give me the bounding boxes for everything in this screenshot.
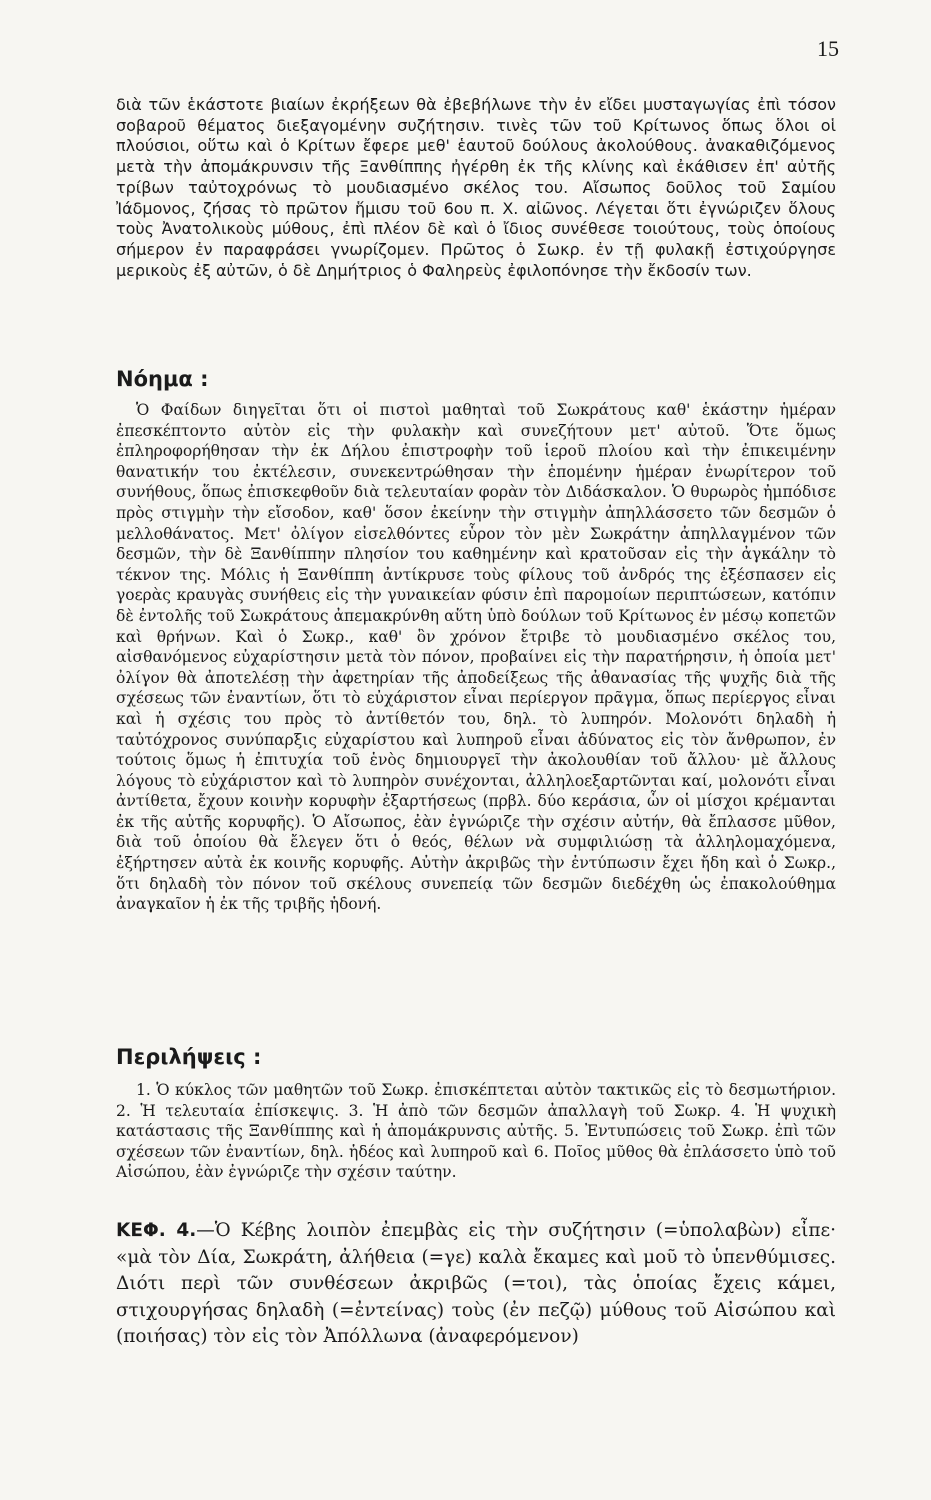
section-heading-noima: Νόημα :	[116, 367, 209, 391]
section-heading-periliypseis: Περιλήψεις :	[116, 1045, 262, 1069]
periliypseis-paragraph: 1. Ὁ κύκλος τῶν μαθητῶν τοῦ Σωκρ. ἐπισκέπτεται αὐτὸν τακτικῶς εἰς τὸ δεσμωτήριον. 2. Ἡ τελευταία ἐπίσκεψις. 3. Ἡ ἀπὸ τῶν δεσμῶν ἀπαλλαγὴ τοῦ Σωκρ. 4. Ἡ ψυχικὴ κατάστασις τῆς Ξανθίππης καὶ ἡ ἀπομάκρυνσις αὐτῆς. 5. Ἐντυπώσεις τοῦ Σωκρ. ἐπὶ τῶν σχέσεων τῶν ἐναντίων, δηλ. ἡδέος καὶ λυπηροῦ καὶ 6. Ποῖος μῦθος θὰ ἐπλάσσετο ὑπὸ τοῦ Αἰσώπου, ἐὰν ἐγνώριζε τὴν σχέσιν ταύτην.	[116, 1081, 836, 1182]
chapter-4-text: —Ὁ Κέβης λοιπὸν ἐπεμβὰς εἰς τὴν συζήτησιν (=ὑπολαβὼν) εἶπε· «μὰ τὸν Δία, Σωκράτη, ἀλήθεια (=γε) καλὰ ἔκαμες καὶ μοῦ τὸ ὑπενθύμισες. Διότι περὶ τῶν συνθέσεων ἀκριβῶς (=τοι), τὰς ὁποίας ἔχεις κάμει, στιχουργήσας δηλαδὴ (=ἐντείνας) τοὺς (ἐν πεζῷ) μύθους τοῦ Αἰσώπου καὶ (ποιήσας) τὸν εἰς τὸν Ἀπόλλωνα (ἀναφερόμενον)	[116, 1220, 836, 1347]
chapter-4-label: ΚΕΦ. 4.	[116, 1220, 197, 1241]
intro-paragraph: διὰ τῶν ἑκάστοτε βιαίων ἐκρήξεων θὰ ἐβεβήλωνε τὴν ἐν εἴδει μυσταγωγίας ἐπὶ τόσον σοβαροῦ θέματος διεξαγομένην συζήτησιν. τινὲς τῶν τοῦ Κρίτωνος ὅπως ὅλοι οἱ πλούσιοι, οὕτω καὶ ὁ Κρίτων ἔφερε μεθ' ἑαυτοῦ δούλους ἀκολούθους. ἀνακαθιζόμενος μετὰ τὴν ἀπομάκρυνσιν τῆς Ξανθίππης ἠγέρθη ἐκ τῆς κλίνης καὶ ἐκάθισεν ἐπ' αὐτῆς τρίβων ταὐτοχρόνως τὸ μουδιασμένο σκέλος του. Αἴσωπος δοῦλος τοῦ Σαμίου Ἰάδμονος, ζήσας τὸ πρῶτον ἥμισυ τοῦ 6ου π. Χ. αἰῶνος. Λέγεται ὅτι ἐγνώριζεν ὅλους τοὺς Ἀνατολικοὺς μύθους, ἐπὶ πλέον δὲ καὶ ὁ ἴδιος συνέθεσε τοιούτους, τοὺς ὁποίους σήμερον ἐν παραφράσει γνωρίζομεν. Πρῶτος ὁ Σωκρ. ἐν τῇ φυλακῇ ἐστιχούργησε μερικοὺς ἐξ αὐτῶν, ὁ δὲ Δημήτριος ὁ Φαληρεὺς ἐφιλοπόνησε τὴν ἔκδοσίν των.	[116, 95, 836, 280]
noima-paragraph: Ὁ Φαίδων διηγεῖται ὅτι οἱ πιστοὶ μαθηταὶ τοῦ Σωκράτους καθ' ἑκάστην ἡμέραν ἐπεσκέπτοντο αὐτὸν εἰς τὴν φυλακὴν καὶ συνεζήτουν μετ' αὐτοῦ. Ὅτε ὅμως ἐπληροφορήθησαν τὴν ἐκ Δήλου ἐπιστροφὴν τοῦ ἱεροῦ πλοίου καὶ τὴν ἐπικειμένην θανατικήν του ἐκτέλεσιν, συνεκεντρώθησαν τὴν ἑπομένην ἡμέραν ἐνωρίτερον τοῦ συνήθους, ὅπως ἐπισκεφθοῦν διὰ τελευταίαν φορὰν τὸν Διδάσκαλον. Ὁ θυρωρὸς ἠμπόδισε πρὸς στιγμὴν τὴν εἴσοδον, καθ' ὅσον ἐκείνην τὴν στιγμὴν ἀπηλλάσσετο τῶν δεσμῶν ὁ μελλοθάνατος. Μετ' ὀλίγον εἰσελθόντες εὗρον τὸν μὲν Σωκράτην ἀπηλλαγμένον τῶν δεσμῶν, τὴν δὲ Ξανθίππην πλησίον του καθημένην καὶ κρατοῦσαν εἰς τὴν ἀγκάλην τὸ τέκνον της. Μόλις ἡ Ξανθίππη ἀντίκρυσε τοὺς φίλους τοῦ ἀνδρός της ἐξέσπασεν εἰς γοερὰς κραυγὰς συνήθεις εἰς τὴν γυναικείαν φύσιν ἐπὶ παρομοίων περιπτώσεων, κατόπιν δὲ ἐντολῆς τοῦ Σωκράτους ἀπεμακρύνθη αὕτη ὑπὸ δούλων τοῦ Κρίτωνος ἐν μέσῳ κοπετῶν καὶ θρήνων. Καὶ ὁ Σωκρ., καθ' ὃν χρόνον ἔτριβε τὸ μουδιασμένο σκέλος του, αἰσθανόμενος εὐχαρίστησιν μετὰ τὸν πόνον, προβαίνει εἰς τὴν παρατήρησιν, ἡ ὁποία μετ' ὀλίγον θὰ ἀποτελέσῃ τὴν ἀφετηρίαν τῆς ἀποδείξεως τῆς ἀθανασίας τῆς ψυχῆς διὰ τῆς σχέσεως τῶν ἐναντίων, ὅτι τὸ εὐχάριστον εἶναι περίεργον πρᾶγμα, ὅπως περίεργος εἶναι καὶ ἡ σχέσις του πρὸς τὸ ἀντίθετόν του, δηλ. τὸ λυπηρόν. Μολονότι δηλαδὴ ἡ ταὐτόχρονος συνύπαρξις εὐχαρίστου καὶ λυπηροῦ εἶναι ἀδύνατος εἰς τὸν ἄνθρωπον, ἐν τούτοις ὅμως ἡ ἐπιτυχία τοῦ ἑνὸς δημιουργεῖ τὴν ἀκολουθίαν τοῦ ἄλλου· μὲ ἄλλους λόγους τὸ εὐχάριστον καὶ τὸ λυπηρὸν συνέχονται, ἀλληλοεξαρτῶνται καί, μολονότι εἶναι ἀντίθετα, ἔχουν κοινὴν κορυφὴν ἐξαρτήσεως (πρβλ. δύο κεράσια, ὧν οἱ μίσχοι κρέμανται ἐκ τῆς αὐτῆς κορυφῆς). Ὁ Αἴσωπος, ἐὰν ἐγνώριζε τὴν σχέσιν αὐτήν, θὰ ἔπλασσε μῦθον, διὰ τοῦ ὁποίου θὰ ἔλεγεν ὅτι ὁ θεός, θέλων νὰ συμφιλιώσῃ τὰ ἀλληλομαχόμενα, ἐξήρτησεν αὐτὰ ἐκ κοινῆς κορυφῆς. Αὐτὴν ἀκριβῶς τὴν ἐντύπωσιν ἔχει ἤδη καὶ ὁ Σωκρ., ὅτι δηλαδὴ τὸν πόνον τοῦ σκέλους συνεπείᾳ τῶν δεσμῶν διεδέχθη ὡς ἐπακολούθημα ἀναγκαῖον ἡ ἐκ τῆς τριβῆς ἡδονή.	[116, 401, 836, 914]
page-number: 15	[817, 36, 839, 61]
chapter-4-paragraph	[116, 1218, 836, 1351]
